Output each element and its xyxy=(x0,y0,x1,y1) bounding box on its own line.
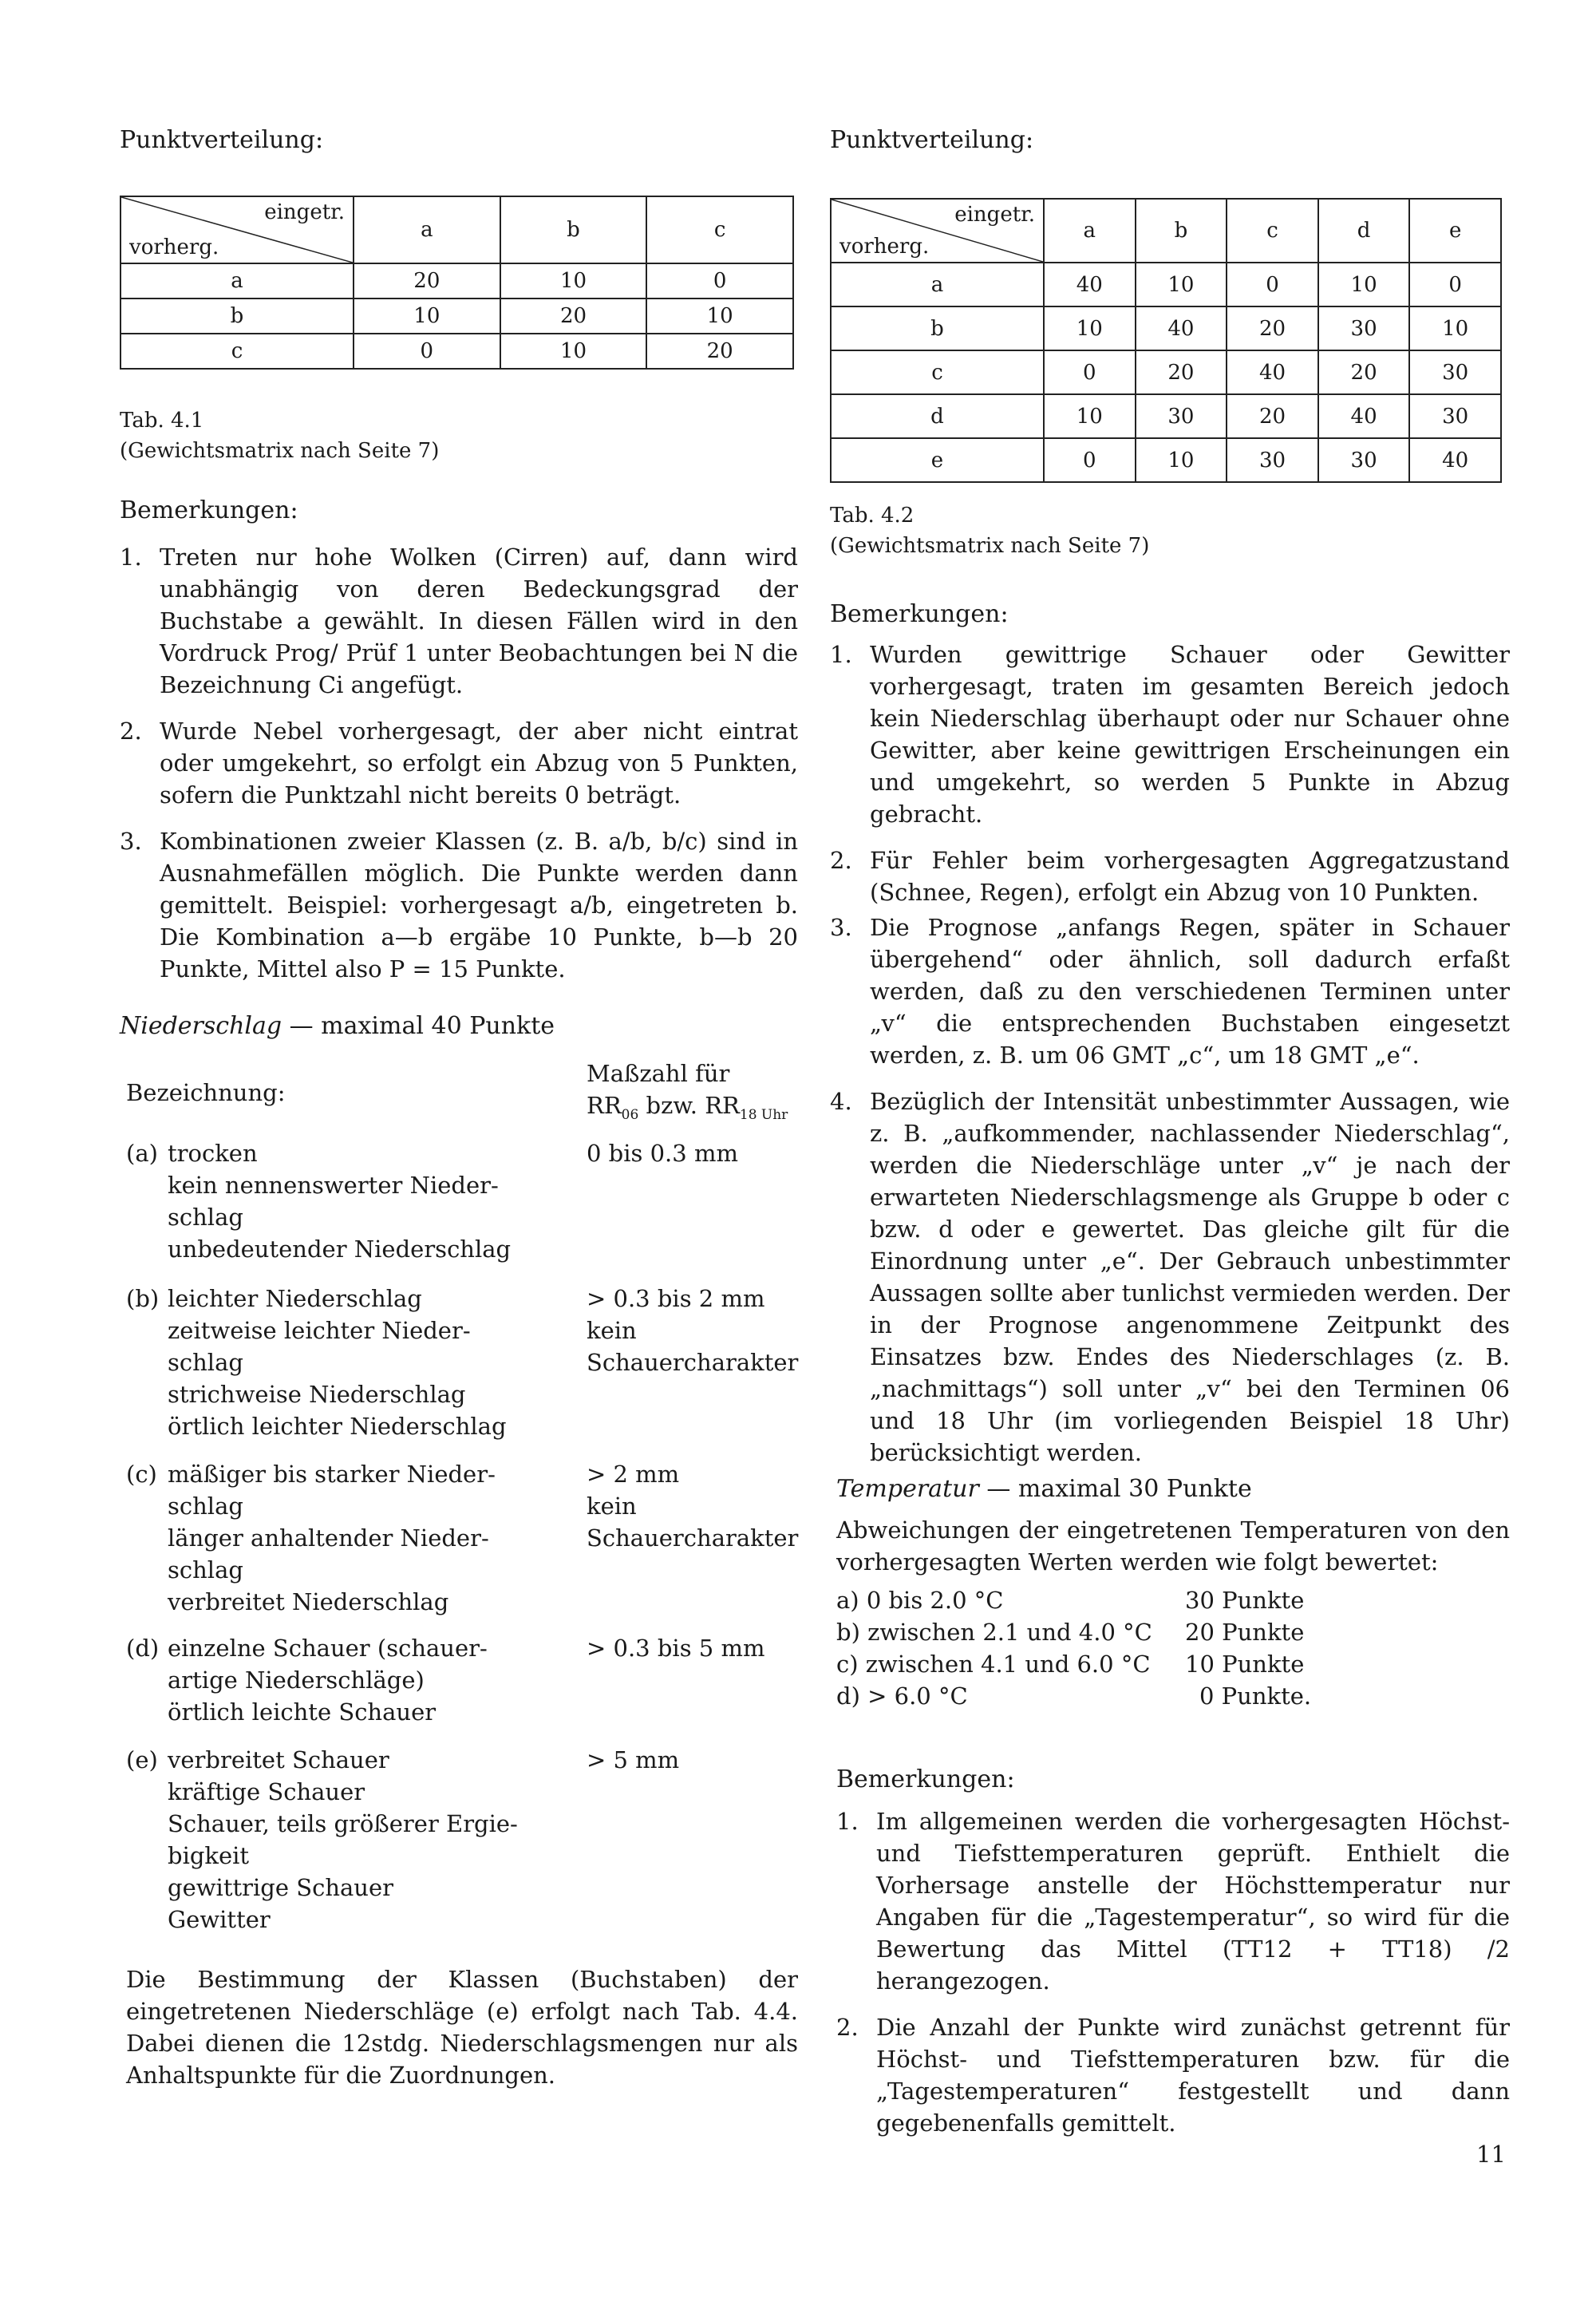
temp-range: a) 0 bis 2.0 °C xyxy=(836,1587,1004,1614)
remarks-list xyxy=(830,639,1510,1483)
group-desc xyxy=(168,1458,646,1618)
temp-range: d) > 6.0 °C xyxy=(836,1682,968,1710)
desc-line: schlag xyxy=(168,1493,243,1520)
desc-line: artige Niederschläge) xyxy=(168,1667,425,1694)
section-title-italic: Temperatur xyxy=(836,1475,979,1503)
group-value xyxy=(587,1632,802,1664)
masszahl-line1: Maßzahl für xyxy=(587,1060,730,1087)
table-cell: 10 xyxy=(1136,263,1227,306)
table-cell: 10 xyxy=(1136,438,1227,482)
page-number: 11 xyxy=(1476,2141,1506,2168)
table-row xyxy=(120,263,793,299)
group-desc xyxy=(168,1137,646,1265)
col-header: a xyxy=(354,196,500,263)
group-value xyxy=(587,1458,802,1554)
table-cell: 0 xyxy=(1044,350,1136,394)
list-item xyxy=(830,1085,1510,1469)
masszahl-header xyxy=(587,1058,788,1131)
item-number: 3. xyxy=(830,914,852,941)
temperature-intro: Abweichungen der eingetretenen Temperaturen von den vorhergesagten Werten werden wie folgt bewertet: xyxy=(836,1516,1510,1576)
table-cell: 40 xyxy=(1044,263,1136,306)
table-cell: 10 xyxy=(1409,306,1501,350)
temp-points: 0 Punkte. xyxy=(1199,1682,1312,1710)
col-header: e xyxy=(1409,199,1501,263)
item-number: 4. xyxy=(830,1088,852,1115)
table-cell: 10 xyxy=(354,299,500,334)
table-cell: 40 xyxy=(1136,306,1227,350)
table-cell: 0 xyxy=(646,263,793,299)
desc-line: zeitweise leichter Nieder- xyxy=(168,1317,471,1344)
item-number: 2. xyxy=(120,718,142,745)
desc-line: schlag xyxy=(168,1204,243,1231)
col-header: a xyxy=(1044,199,1136,263)
group-value xyxy=(587,1744,802,1776)
table-cell: 30 xyxy=(1318,438,1410,482)
desc-line: örtlich leichter Niederschlag xyxy=(168,1413,507,1440)
list-item xyxy=(830,639,1510,830)
desc-line: trocken xyxy=(168,1140,258,1167)
list-item xyxy=(830,1680,1510,1712)
desc-line: schlag xyxy=(168,1556,243,1584)
value-line: > 0.3 bis 2 mm xyxy=(587,1285,765,1312)
table-cell: 10 xyxy=(1044,394,1136,438)
desc-line: leichter Niederschlag xyxy=(168,1285,422,1312)
item-text: Kombinationen zweier Klassen (z. B. a/b, b/c) sind in Ausnahmefällen möglich. Die Punkte werden dann gemittelt. Beispiel: vorhergesagt a/b, eingetreten b. Die Kombination a—b ergäbe 10 Punkte, b—b 20 Punkte, Mittel also P = 15 Punkte. xyxy=(160,828,798,983)
table-cell: 20 xyxy=(500,299,647,334)
item-number: 3. xyxy=(120,828,142,855)
temp-range: c) zwischen 4.1 und 6.0 °C xyxy=(836,1651,1151,1678)
table-row xyxy=(120,334,793,369)
item-text: Wurde Nebel vorhergesagt, der aber nicht eintrat oder umgekehrt, so erfolgt ein Abzug von 5 Punkten, sofern die Punktzahl nicht bereits 0 beträgt. xyxy=(160,718,798,809)
corner-top-label: eingetr. xyxy=(264,200,345,224)
bezeichnung-label: Bezeichnung: xyxy=(126,1079,286,1106)
list-item xyxy=(120,825,798,985)
right-heading: Punktverteilung: xyxy=(830,126,1034,154)
caption-text: (Gewichtsmatrix nach Seite 7) xyxy=(830,534,1150,558)
section-title-rest: — maximal 30 Punkte xyxy=(978,1475,1252,1503)
row-header: b xyxy=(120,299,354,334)
table-row xyxy=(831,263,1501,306)
section-title-niederschlag xyxy=(120,1012,555,1040)
desc-line: verbreitet Niederschlag xyxy=(168,1588,449,1615)
masszahl-line2: $RR_{06}$ bzw. $RR_{18 Uhr}$ xyxy=(587,1092,788,1123)
remarks-title: Bemerkungen: xyxy=(830,600,1009,628)
table-cell: 30 xyxy=(1409,350,1501,394)
remarks2-list xyxy=(836,1805,1510,2153)
group-value xyxy=(587,1283,802,1378)
desc-line: schlag xyxy=(168,1349,243,1376)
desc-line: einzelne Schauer (schauer- xyxy=(168,1635,488,1662)
temp-range: b) zwischen 2.1 und 4.0 °C xyxy=(836,1619,1152,1646)
section-title-italic: Niederschlag xyxy=(120,1012,282,1040)
table-cell: 10 xyxy=(500,263,647,299)
table-cell: 30 xyxy=(1136,394,1227,438)
table-cell: 30 xyxy=(1318,306,1410,350)
table-cell: 40 xyxy=(1409,438,1501,482)
left-heading: Punktverteilung: xyxy=(120,126,324,154)
list-item xyxy=(830,1616,1510,1648)
value-line: Schauercharakter xyxy=(587,1349,799,1376)
desc-line: kräftige Schauer xyxy=(168,1778,365,1805)
group-desc xyxy=(168,1632,646,1728)
value-line: > 5 mm xyxy=(587,1746,680,1773)
temp-points: 30 Punkte xyxy=(1185,1587,1305,1614)
table-cell: 30 xyxy=(1409,394,1501,438)
table-cell: 20 xyxy=(354,263,500,299)
section-title-temperatur xyxy=(836,1475,1252,1503)
closing-paragraph: Die Bestimmung der Klassen (Buchstaben) der eingetretenen Niederschläge (e) erfolgt nach Tab. 4.4. Dabei dienen die 12stdg. Niederschlagsmengen nur als Anhaltspunkte für die Zuordnungen. xyxy=(126,1966,798,2089)
value-line: 0 bis 0.3 mm xyxy=(587,1140,738,1167)
col-header: b xyxy=(1136,199,1227,263)
corner-bottom-label: vorherg. xyxy=(129,235,219,259)
remarks-title: Bemerkungen: xyxy=(120,496,298,524)
desc-line: gewittrige Schauer xyxy=(168,1874,393,1901)
desc-line: Gewitter xyxy=(168,1906,271,1933)
table-cell: 0 xyxy=(1227,263,1318,306)
matrix-corner-cell xyxy=(120,196,354,263)
value-line: > 0.3 bis 5 mm xyxy=(587,1635,765,1662)
table-cell: 20 xyxy=(1227,394,1318,438)
table-caption xyxy=(830,500,1149,561)
table-cell: 0 xyxy=(1409,263,1501,306)
group-label: (d) xyxy=(126,1635,160,1662)
desc-line: kein nennenswerter Nieder- xyxy=(168,1172,499,1199)
row-header: d xyxy=(831,394,1044,438)
table-caption xyxy=(120,405,439,466)
row-header: a xyxy=(120,263,354,299)
item-number: 1. xyxy=(836,1808,859,1835)
caption-label: Tab. 4.2 xyxy=(830,504,915,528)
temperature-table xyxy=(830,1584,1510,1712)
item-text: Die Prognose „anfangs Regen, später in Schauer übergehend“ oder ähnlich, soll dadurch erfaßt werden, daß zu den verschiedenen Terminen unter „v“ die entsprechenden Buchstaben eingesetzt werden, z. B. um 06 GMT „c“, um 18 GMT „e“. xyxy=(870,914,1510,1069)
group-label: (e) xyxy=(126,1746,158,1773)
item-number: 2. xyxy=(830,847,852,874)
desc-line: örtlich leichte Schauer xyxy=(168,1698,437,1726)
value-line: kein xyxy=(587,1317,637,1344)
table-cell: 10 xyxy=(1044,306,1136,350)
remarks-list xyxy=(120,541,798,999)
desc-line: bigkeit xyxy=(168,1842,250,1869)
row-header: c xyxy=(120,334,354,369)
item-text: Die Anzahl der Punkte wird zunächst getrennt für Höchst- und Tiefsttemperaturen bzw. für die „Tagestemperaturen“ festgestellt und dann gegebenenfalls gemittelt. xyxy=(876,2014,1510,2137)
caption-text: (Gewichtsmatrix nach Seite 7) xyxy=(120,439,440,463)
row-header: e xyxy=(831,438,1044,482)
col-header: d xyxy=(1318,199,1410,263)
group-label: (c) xyxy=(126,1461,157,1488)
section-title-rest: — maximal 40 Punkte xyxy=(282,1012,555,1040)
matrix-corner-cell xyxy=(831,199,1044,263)
table-cell: 0 xyxy=(1044,438,1136,482)
corner-bottom-label: vorherg. xyxy=(839,235,930,259)
table-cell: 20 xyxy=(1136,350,1227,394)
corner-top-label: eingetr. xyxy=(954,203,1035,227)
table-cell: 20 xyxy=(1318,350,1410,394)
list-item xyxy=(120,715,798,811)
table-cell: 40 xyxy=(1227,350,1318,394)
group-value xyxy=(587,1137,802,1169)
table-row xyxy=(120,299,793,334)
weight-matrix-4-2 xyxy=(830,198,1502,483)
table-cell: 10 xyxy=(646,299,793,334)
temp-points: 20 Punkte xyxy=(1185,1619,1305,1646)
table-cell: 40 xyxy=(1318,394,1410,438)
item-number: 2. xyxy=(836,2014,859,2041)
desc-line: strichweise Niederschlag xyxy=(168,1381,466,1408)
table-cell: 20 xyxy=(1227,306,1318,350)
table-row xyxy=(831,438,1501,482)
list-item xyxy=(830,911,1510,1071)
item-text: Im allgemeinen werden die vorhergesagten Höchst- und Tiefsttemperaturen geprüft. Enthielt die Vorhersage anstelle der Höchsttemperatur nur Angaben für die „Tagestemperatur“, so wird für die Bewertung das Mittel (TT12 + TT18) /2 herangezogen. xyxy=(876,1808,1510,1995)
group-desc xyxy=(168,1283,646,1442)
row-header: b xyxy=(831,306,1044,350)
row-header: a xyxy=(831,263,1044,306)
list-item xyxy=(120,541,798,701)
group-label: (b) xyxy=(126,1285,160,1312)
desc-line: verbreitet Schauer xyxy=(168,1746,389,1773)
item-number: 1. xyxy=(120,544,142,571)
list-item xyxy=(836,2011,1510,2139)
list-item xyxy=(830,1648,1510,1680)
value-line: > 2 mm xyxy=(587,1461,680,1488)
weight-matrix-4-1 xyxy=(120,196,794,370)
list-item xyxy=(836,1805,1510,1997)
value-line: kein xyxy=(587,1493,637,1520)
item-text: Wurden gewittrige Schauer oder Gewitter vorhergesagt, traten im gesamten Bereich jedoch kein Niederschlag überhaupt oder nur Schauer ohne Gewitter, aber keine gewittrigen Erscheinungen ein und umgekehrt, so werden 5 Punkte in Abzug gebracht. xyxy=(870,641,1510,828)
table-cell: 0 xyxy=(354,334,500,369)
group-label: (a) xyxy=(126,1140,158,1167)
item-text: Treten nur hohe Wolken (Cirren) auf, dann wird unabhängig von deren Bedeckungsgrad der Buchstabe a gewählt. In diesen Fällen wird in den Vordruck Prog/ Prüf 1 unter Beobachtungen bei N die Bezeichnung Ci angefügt. xyxy=(160,544,798,698)
item-number: 1. xyxy=(830,641,852,668)
group-desc xyxy=(168,1744,646,1935)
desc-line: länger anhaltender Nieder- xyxy=(168,1524,489,1552)
col-header: c xyxy=(646,196,793,263)
value-line: Schauercharakter xyxy=(587,1524,799,1552)
table-cell: 30 xyxy=(1227,438,1318,482)
table-cell: 10 xyxy=(1318,263,1410,306)
temp-points: 10 Punkte xyxy=(1185,1651,1305,1678)
table-cell: 20 xyxy=(646,334,793,369)
table-row xyxy=(831,394,1501,438)
remarks2-title: Bemerkungen: xyxy=(836,1765,1015,1793)
col-header: c xyxy=(1227,199,1318,263)
item-text: Für Fehler beim vorhergesagten Aggregatzustand (Schnee, Regen), erfolgt ein Abzug von 10 Punkten. xyxy=(870,847,1510,906)
list-item xyxy=(830,1584,1510,1616)
table-cell: 10 xyxy=(500,334,647,369)
table-row xyxy=(831,350,1501,394)
desc-line: mäßiger bis starker Nieder- xyxy=(168,1461,496,1488)
desc-line: Schauer, teils größerer Ergie- xyxy=(168,1810,518,1837)
row-header: c xyxy=(831,350,1044,394)
caption-label: Tab. 4.1 xyxy=(120,409,204,433)
list-item xyxy=(830,844,1510,908)
col-header: b xyxy=(500,196,647,263)
desc-line: unbedeutender Niederschlag xyxy=(168,1236,512,1263)
item-text: Bezüglich der Intensität unbestimmter Aussagen, wie z. B. „aufkommender, nachlassender Niederschlag“, werden die Niederschläge unter „v“ je nach der erwarteten Niederschlagsmenge als Gruppe b oder c bzw. d oder e gewertet. Das gleiche gilt für die Einordnung unter „e“. Der Gebrauch unbestimmter Aussagen sollte aber tunlichst vermieden werden. Der in der Prognose angenommene Zeitpunkt des Einsatzes bzw. Endes des Niederschlages (z. B. „nachmittags“) soll unter „v“ bei den Terminen 06 und 18 Uhr (im vorliegenden Beispiel 18 Uhr) berücksichtigt werden. xyxy=(870,1088,1510,1466)
table-row xyxy=(831,306,1501,350)
